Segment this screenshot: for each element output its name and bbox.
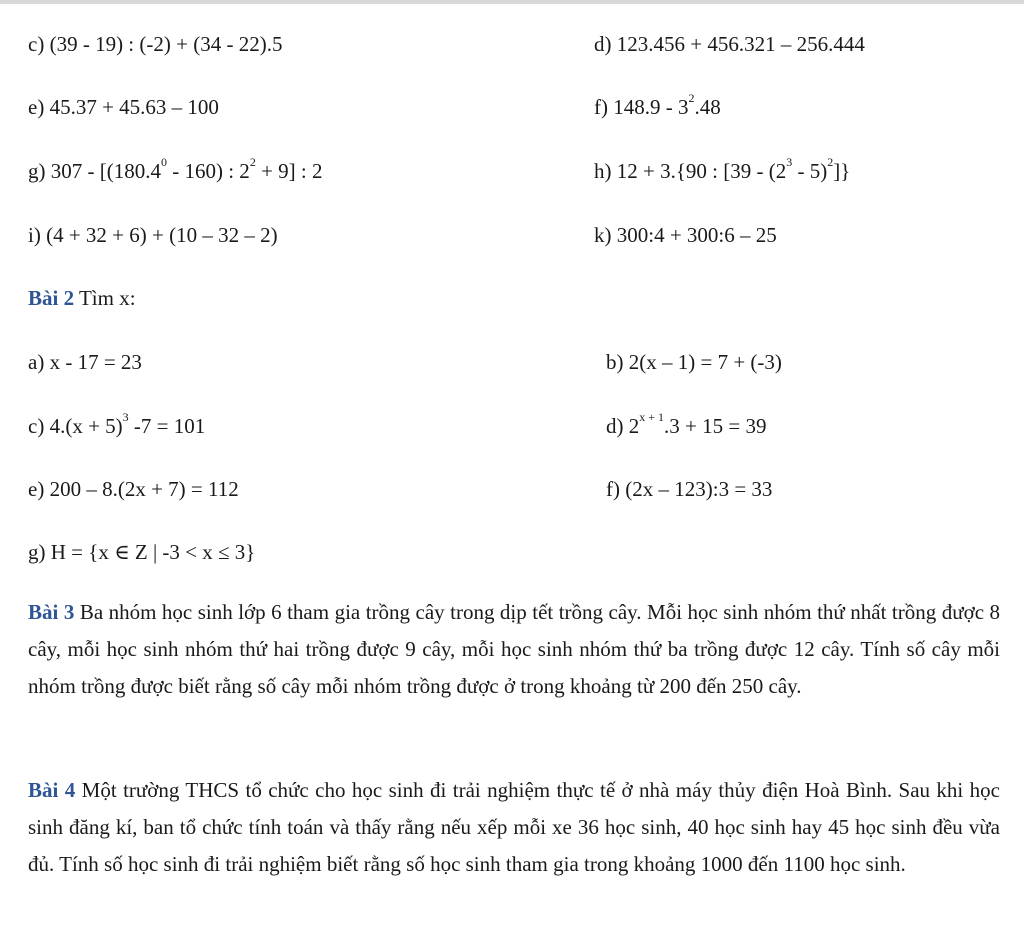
bai2-title: Tìm x: xyxy=(78,286,136,310)
exercise-row xyxy=(28,469,998,509)
bai4-text: Một trường THCS tổ chức cho học sinh đi trải nghiệm thực tế ở nhà máy thủy điện Hoà Bình. Sau khi học sinh đăng kí, ban tổ chức tính toán và thấy rằng nếu xếp mỗi xe 36 học sinh, 40 học sinh hay 45 học sinh đều vừa đủ. Tính số học sinh đi trải nghiệm biết rằng số học sinh tham gia trong khoảng 1000 đến 1100 học sinh. xyxy=(28,778,1000,876)
exercise-row xyxy=(28,151,998,191)
bai4-paragraph xyxy=(28,772,1000,883)
bai2-c: c) $4.(x + 5)^3$ -7 = 101 xyxy=(28,410,206,438)
bai2-f: f) (2x – 123):3 = 33 xyxy=(606,477,773,501)
bai2-e: e) 200 – 8.(2x + 7) = 112 xyxy=(28,477,239,501)
bai2-label: Bài 2 xyxy=(28,286,75,310)
exercise-i: i) (4 + 32 + 6) + (10 – 32 – 2) xyxy=(28,223,278,247)
exercise-f: f) $148.9 - 3^2.48$ xyxy=(594,91,721,119)
exercise-k: k) 300:4 + 300:6 – 25 xyxy=(594,223,777,247)
bai4-label: Bài 4 xyxy=(28,778,76,802)
bai2-d: d) $2^{x + 1}.3 + 15 = 39$ xyxy=(606,410,767,438)
exercise-row xyxy=(28,406,998,446)
bai2-b: b) 2(x – 1) = 7 + (-3) xyxy=(606,350,782,374)
exercise-row xyxy=(28,215,998,255)
bai2-g: g) H = {x ∈ Z | -3 < x ≤ 3} xyxy=(28,540,256,564)
exercise-c: c) (39 - 19) : (-2) + (34 - 22).5 xyxy=(28,32,283,56)
exercise-d: d) 123.456 + 456.321 – 256.444 xyxy=(594,32,865,56)
bai2-heading xyxy=(28,278,998,318)
bai3-paragraph xyxy=(28,594,1000,705)
exercise-g: g) 307 - [(180.4$^0$ - 160) : $2^2 + 9$] : 2 xyxy=(28,155,323,183)
exercise-row xyxy=(28,24,998,64)
bai2-a: a) x - 17 = 23 xyxy=(28,350,142,374)
exercise-row xyxy=(28,532,998,572)
exercise-row xyxy=(28,87,998,127)
bai3-label: Bài 3 xyxy=(28,600,75,624)
exercise-h: h) 12 + 3.{90 : $[39 - (2^3 - 5)^2]$} xyxy=(594,155,851,183)
top-border xyxy=(0,0,1024,4)
exercise-row xyxy=(28,342,998,382)
bai3-text: Ba nhóm học sinh lớp 6 tham gia trồng cây trong dịp tết trồng cây. Mỗi học sinh nhóm thứ nhất trồng được 8 cây, mỗi học sinh nhóm thứ hai trồng được 9 cây, mỗi học sinh nhóm thứ ba trồng được 12 cây. Tính số cây mỗi nhóm trồng được biết rằng số cây mỗi nhóm trồng được ở trong khoảng từ 200 đến 250 cây. xyxy=(28,600,1001,698)
exercise-e: e) 45.37 + 45.63 – 100 xyxy=(28,95,219,119)
